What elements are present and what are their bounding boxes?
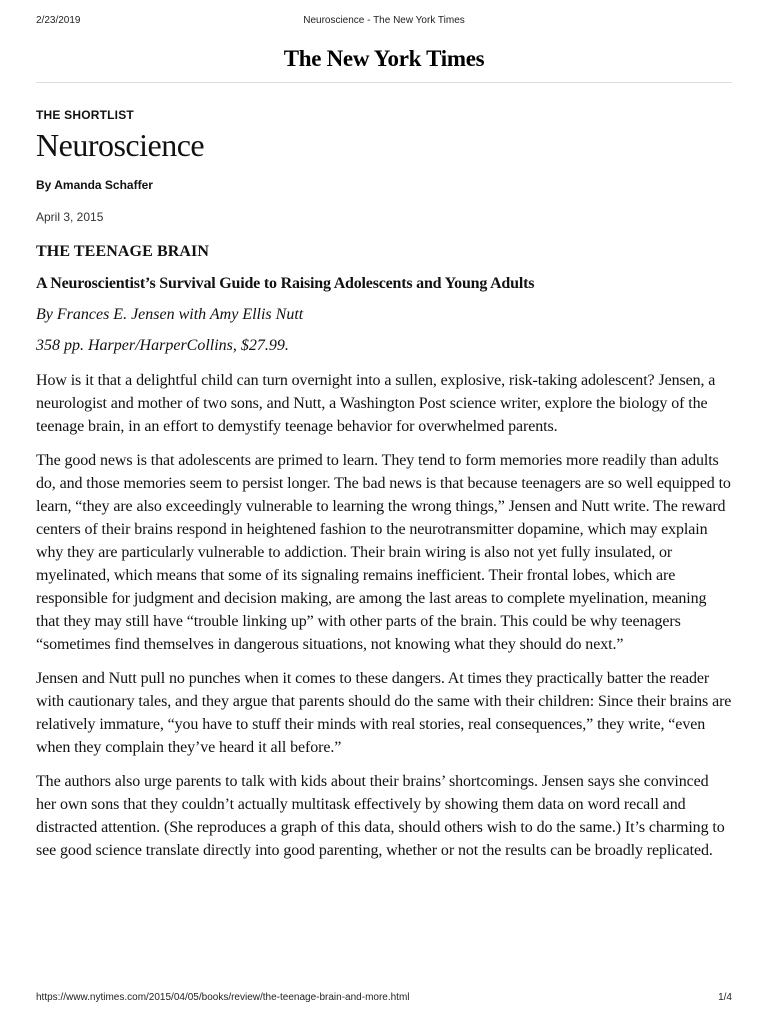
article — [36, 108, 732, 873]
article-paragraph: How is it that a delightful child can turn overnight into a sullen, explosive, risk-taking adolescent? Jensen, a neurologist and mother of two sons, and Nutt, a Washington Post science writer, explore the biology of the teenage brain, in an effort to demystify teenage behavior for overwhelmed parents. — [36, 372, 716, 435]
section-kicker[interactable]: THE SHORTLIST — [36, 108, 134, 122]
article-paragraph: The good news is that adolescents are primed to learn. They tend to form memories more readily than adults do, and those memories seem to persist longer. The bad news is that because teenagers are so well equipped to learn, “they are also exceedingly vulnerable to learning the wrong things,” Jensen and Nutt write. The reward centers of their brains respond in heightened fashion to the neurotransmitter dopamine, which may explain why they are particularly vulnerable to addiction. Their brain wiring is also not yet fully insulated, or myelinated, which means that some of its signaling remains inefficient. Their frontal lobes, which are responsible for judgment and decision making, are among the last areas to complete myelination, meaning that they may still have “trouble linking up” with other parts of the brain. This could be why teenagers “sometimes find themselves in dangerous situations, not knowing what they should do next.” — [36, 452, 731, 653]
masthead-divider — [36, 82, 732, 83]
book-author: By Frances E. Jensen with Amy Ellis Nutt — [36, 306, 304, 323]
print-page-number: 1/4 — [718, 992, 732, 1003]
article-paragraph: Jensen and Nutt pull no punches when it comes to these dangers. At times they practically batter the reader with cautionary tales, and they argue that parents should do the same with their children: Since their brains are relatively immature, “you have to stuff their minds with real stories, real consequences,” they write, “even when they complain they’ve heard it all before.” — [36, 670, 732, 756]
article-headline: Neuroscience — [36, 127, 205, 163]
print-footer — [0, 992, 768, 1006]
book-publication-info: 358 pp. Harper/HarperCollins, $27.99. — [36, 337, 289, 354]
article-paragraph: The authors also urge parents to talk with kids about their brains’ shortcomings. Jensen says she convinced her own sons that they couldn’t actually multitask effectively by showing them data on word recall and distracted attention. (She reproduces a graph of this data, should others wish to do the same.) It’s charming to see good science translate directly into good parenting, whether or not the results can be broadly replicated. — [36, 773, 725, 859]
print-url: https://www.nytimes.com/2015/04/05/books/review/the-teenage-brain-and-more.html — [36, 992, 410, 1003]
print-date: 2/23/2019 — [36, 15, 81, 26]
print-page-title: Neuroscience - The New York Times — [303, 15, 465, 26]
print-header — [0, 15, 768, 29]
article-date: April 3, 2015 — [36, 210, 104, 224]
article-byline: By Amanda Schaffer — [36, 178, 153, 192]
book-subtitle: A Neuroscientist’s Survival Guide to Raising Adolescents and Young Adults — [36, 275, 535, 292]
book-title: THE TEENAGE BRAIN — [36, 243, 210, 260]
nyt-logo[interactable]: The New York Times — [283, 46, 485, 71]
